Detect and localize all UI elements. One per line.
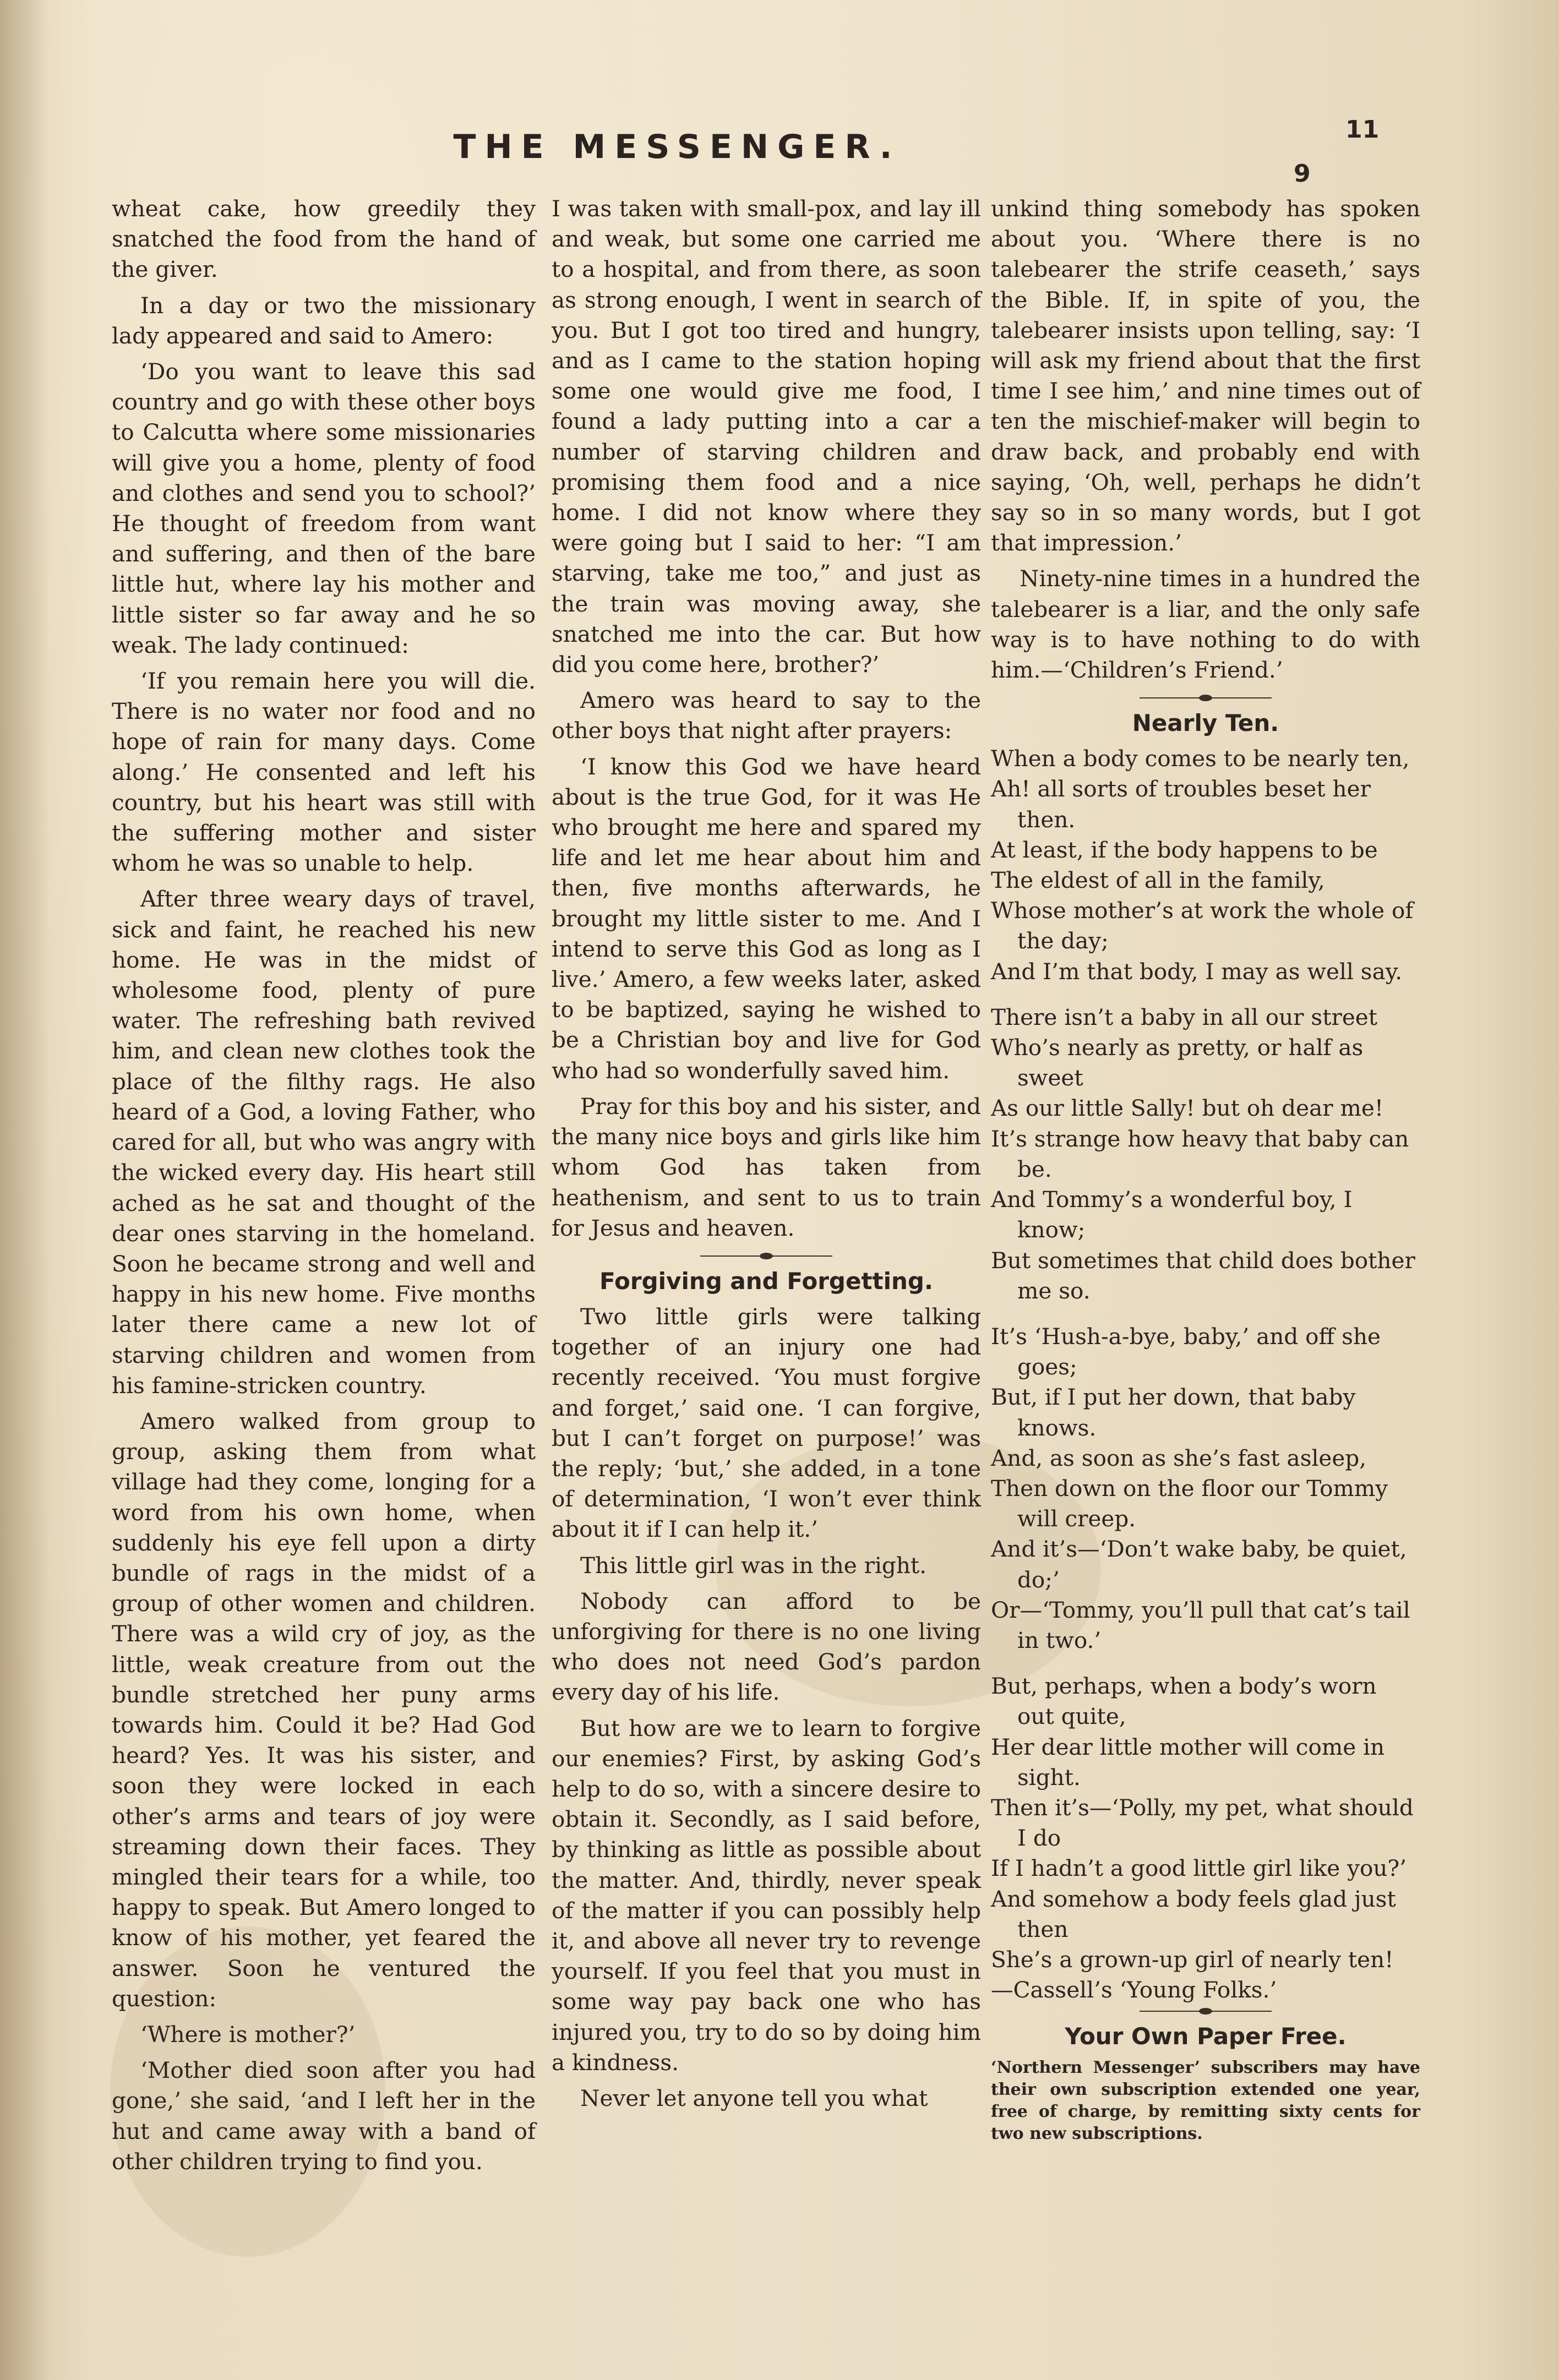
paragraph: ‘I know this God we have heard about is the true God, for it was He who brought me here and spared my life and let me hear about him and then, five months afterwards, he brought my little sister to me. And I intend to serve this God as long as I live.’ Amero, a few weeks later, asked to be baptized, saying he wished to be a Christian boy and live for God who had so wonderfully saved him.: [552, 753, 981, 1084]
poem-line: Her dear little mother will come in sight.: [991, 1733, 1385, 1791]
paragraph: ‘If you remain here you will die. There is no water nor food and no hope of rain for many days. Come along.’ He consented and left his country, but his heart was still with the suffering mother and sister whom he was so unable to help.: [112, 668, 536, 877]
poem-line: Then it’s—‘Polly, my pet, what should I do: [991, 1794, 1414, 1852]
paragraph: In a day or two the missionary lady appeared and said to Amero:: [112, 292, 536, 349]
notice-heading: Your Own Paper Free.: [1065, 2023, 1347, 2050]
poem-line: The eldest of all in the family,: [991, 867, 1325, 894]
paragraph: unkind thing somebody has spoken about you. ‘Where there is no talebearer the strife ceaseth,’ says the Bible. If, in spite of you, the talebearer insists upon telling, say: ‘I will ask my friend about that the first time I see him,’ and nine times out of ten the mischief-maker will begin to draw back, and probably end with saying, ‘Oh, well, perhaps he didn’t say so in so many words, but I got that impression.’: [991, 195, 1420, 556]
poem-line: And it’s—‘Don’t wake baby, be quiet, do;’: [991, 1536, 1407, 1593]
masthead: THE MESSENGER.: [453, 128, 901, 166]
paragraph: But how are we to learn to forgive our enemies? First, by asking God’s help to do so, with a sincere desire to obtain it. Secondly, as I said before, by thinking as little as possible about the matter. And, thirdly, never speak of the matter if you can possibly help it, and above all never try to revenge yourself. If you feel that you must in some way pay back one who has injured you, try to do so by doing him a kindness.: [552, 1715, 981, 2076]
poem-line: And Tommy’s a wonderful boy, I know;: [991, 1186, 1353, 1243]
paragraph: Pray for this boy and his sister, and the many nice boys and girls like him whom God has taken from heathenism, and sent to us to train for Jesus and heaven.: [552, 1093, 981, 1241]
poem-line: And I’m that body, I may as well say.: [991, 958, 1403, 985]
paragraph: Never let anyone tell you what: [580, 2084, 928, 2111]
poem-line: But, perhaps, when a body’s worn out quite,: [991, 1673, 1377, 1730]
poem-line: At least, if the body happens to be: [991, 836, 1378, 863]
poem-line: As our little Sally! but oh dear me!: [991, 1095, 1384, 1122]
paragraph: ‘Where is mother?’: [140, 2021, 356, 2048]
paragraph: Ninety-nine times in a hundred the talebearer is a liar, and the only safe way is to have nothing to do with him.—‘Children’s Friend.’: [991, 565, 1420, 684]
poem-title: Nearly Ten.: [1132, 709, 1279, 737]
section-divider: [700, 1255, 832, 1257]
paragraph: wheat cake, how greedily they snatched the food from the hand of the giver.: [112, 195, 536, 283]
poem-line: Ah! all sorts of troubles beset her then.: [991, 776, 1371, 833]
poem: [991, 744, 1420, 1975]
poem-line: It’s strange how heavy that baby can be.: [991, 1125, 1409, 1182]
poem-line: Then down on the floor our Tommy will creep.: [991, 1475, 1388, 1532]
article-heading: Forgiving and Forgetting.: [599, 1267, 933, 1295]
poem-line: But, if I put her down, that baby knows.: [991, 1384, 1356, 1441]
poem-line: When a body comes to be nearly ten,: [991, 745, 1410, 772]
poem-line: But sometimes that child does bother me so.: [991, 1247, 1415, 1304]
poem-line: It’s ‘Hush-a-bye, baby,’ and off she goes;: [991, 1323, 1381, 1380]
paragraph: After three weary days of travel, sick and faint, he reached his new home. He was in the midst of wholesome food, plenty of pure water. The refreshing bath revived him, and clean new clothes took the place of the filthy rags. He also heard of a God, a loving Father, who cared for all, but who was angry with the wicked every day. His heart still ached as he sat and thought of the dear ones starving in the homeland. Soon he became strong and well and happy in his new home. Five months later there came a new lot of starving children and women from his famine-stricken country.: [112, 886, 536, 1399]
poem-line: She’s a grown-up girl of nearly ten!: [991, 1946, 1394, 1973]
poem-line: If I hadn’t a good little girl like you?’: [991, 1855, 1407, 1882]
subscription-notice: ‘Northern Messenger’ subscribers may have their own subscription extended one year, free of charge, by remitting sixty cents for two new subscriptions.: [991, 2058, 1420, 2144]
poem-line: And somehow a body feels glad just then: [991, 1885, 1396, 1942]
poem-line: Or—‘Tommy, you’ll pull that cat’s tail in two.’: [991, 1596, 1410, 1653]
page-edge-shadow: [0, 0, 50, 2380]
poem-line: And, as soon as she’s fast asleep,: [991, 1444, 1367, 1471]
section-divider: [1140, 2011, 1272, 2012]
poem-credit: —Cassell’s ‘Young Folks.’: [991, 1977, 1277, 2004]
paragraph: This little girl was in the right.: [580, 1552, 927, 1579]
poem-line: Whose mother’s at work the whole of the day;: [991, 897, 1414, 954]
paragraph: ‘Mother died soon after you had gone,’ she said, ‘and I left her in the hut and came away with a band of other children trying to find you.: [112, 2057, 536, 2175]
paragraph: Nobody can afford to be unforgiving for there is no one living who does not need God’s pardon every day of his life.: [552, 1587, 981, 1706]
poem-line: There isn’t a baby in all our street: [991, 1003, 1378, 1030]
paragraph: ‘Do you want to leave this sad country and go with these other boys to Calcutta where some missionaries will give you a home, plenty of food and clothes and send you to school?’ He thought of freedom from want and suffering, and then of the bare little hut, where lay his mother and little sister so far away and he so weak. The lady continued:: [112, 358, 536, 658]
page-number-outer: 11: [1345, 116, 1380, 144]
column-3: [991, 194, 1420, 2145]
paragraph: Two little girls were talking together of an injury one had recently received. ‘You must forgive and forget,’ said one. ‘I can forgive, but I can’t forget on purpose!’ was the reply; ‘but,’ she added, in a tone of determination, ‘I won’t ever think about it if I can help it.’: [552, 1303, 981, 1543]
paragraph: Amero walked from group to group, asking them from what village had they come, longing for a word from his own home, when suddenly his eye fell upon a dirty bundle of rags in the midst of a group of other women and children. There was a wild cry of joy, as the little, weak creature from out the bundle stretched her puny arms towards him. Could it be? Had God heard? Yes. It was his sister, and soon they were locked in each other’s arms and tears of joy were streaming down their faces. They mingled their tears for a while, too happy to speak. But Amero longed to know of his mother, yet feared the answer. Soon he ventured the question:: [112, 1407, 536, 2012]
column-1: [112, 194, 536, 2177]
paragraph: I was taken with small-pox, and lay ill and weak, but some one carried me to a hospital, and from there, as soon as strong enough, I went in search of you. But I got too tired and hungry, and as I came to the station hoping some one would give me food, I found a lady putting into a car a number of starving children and promising them food and a nice home. I did not know where they were going but I said to her: “I am starving, take me too,” and just as the train was moving away, she snatched me into the car. But how did you come here, brother?’: [552, 195, 981, 678]
paragraph: Amero was heard to say to the other boys that night after prayers:: [552, 687, 981, 744]
poem-line: Who’s nearly as pretty, or half as sweet: [991, 1034, 1364, 1091]
page-number-inner: 9: [1294, 160, 1311, 188]
column-2: [552, 194, 981, 2114]
section-divider: [1140, 697, 1272, 698]
